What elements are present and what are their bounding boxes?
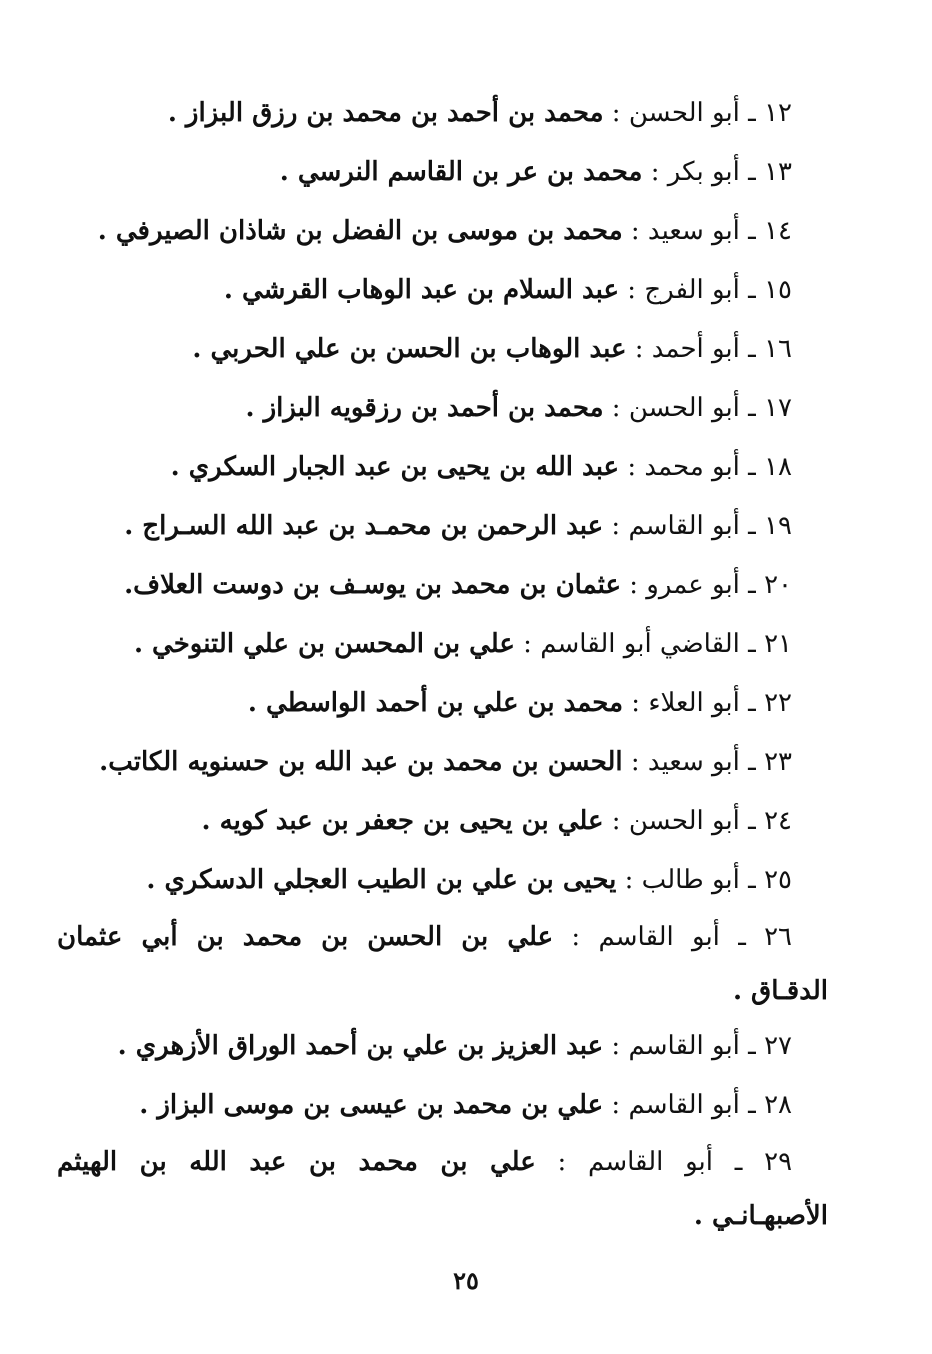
separator: ـ [748,1031,756,1061]
colon: : [627,452,637,482]
entry-kunya: أبو الفرج [644,275,740,305]
entry-number: ٢٩ [764,1147,793,1177]
entry-number: ٢٣ [764,747,792,777]
list-item [92,851,792,910]
entry-number: ٢٧ [764,1031,792,1061]
entry-kunya: أبو الحسن [628,98,740,128]
separator: ـ [748,688,756,718]
entry-number: ١٥ [764,275,792,305]
entry-kunya: أبو عمرو [646,570,740,600]
separator: ـ [748,216,756,246]
separator: ـ [748,157,756,187]
entry-name: محمد بن موسى بن الفضل بن شاذان الصيرفي . [97,216,623,246]
separator: ـ [748,1090,756,1120]
entry-name: علي بن يحيى بن جعفر بن عبد كويه . [201,806,604,836]
entry-kunya: أبو أحمد [651,334,740,364]
separator: ـ [748,629,756,659]
colon: : [557,1147,567,1177]
entry-number: ١٩ [764,511,792,541]
list-item [92,497,792,556]
entry-name: يحيى بن علي بن الطيب العجلي الدسكري . [146,865,617,895]
separator: ـ [748,393,756,423]
entry-number: ١٤ [764,216,792,246]
entry-kunya: أبو محمد [644,452,740,482]
separator: ـ [734,1147,743,1177]
entry-kunya: أبو بكر [667,157,740,187]
entry-kunya: القاضي أبو القاسم [540,629,740,659]
list-item [92,438,792,497]
entry-kunya: أبو الحسن [628,806,740,836]
list-item [92,143,792,202]
list-item [92,1076,792,1135]
separator: ـ [748,275,756,305]
entry-number: ٢٥ [764,865,792,895]
entry-name: الحسن بن محمد بن عبد الله بن حسنويه الكاتب. [99,747,623,777]
colon: : [650,157,660,187]
entry-kunya: أبو القاسم [588,1147,713,1177]
list-item [92,379,792,438]
entry-name: عبد الوهاب بن الحسن بن علي الحربي . [192,334,627,364]
entry-name: محمد بن أحمد بن محمد بن رزق البزاز . [167,98,604,128]
entry-kunya: أبو القاسم [628,511,740,541]
separator: ـ [748,865,756,895]
list-item [92,261,792,320]
entry-number: ١٦ [764,334,792,364]
list-item [92,615,792,674]
entry-kunya: أبو سعيد [647,747,740,777]
entry-name: عثمان بن محمد بن يوسـف بن دوست العلاف. [124,570,621,600]
entry-name: عبد العزيز بن علي بن أحمد الوراق الأزهري . [117,1031,604,1061]
colon: : [611,511,621,541]
entry-number: ٢٠ [764,570,792,600]
entry-name: محمد بن عر بن القاسم النرسي . [279,157,643,187]
list-item [92,556,792,615]
colon: : [611,1031,621,1061]
page-number: ٢٥ [453,1266,479,1295]
colon: : [611,393,621,423]
entry-number: ٢٤ [764,806,792,836]
list-item [92,792,792,851]
entry-first-line [57,910,792,965]
entry-number: ١٨ [764,452,792,482]
entry-number: ١٧ [764,393,792,423]
entry-kunya: أبو القاسم [598,922,720,952]
narrators-list [57,84,828,1242]
colon: : [631,688,641,718]
separator: ـ [748,98,756,128]
entry-name: علي بن المحسن بن علي التنوخي . [133,629,515,659]
entry-name: محمد بن أحمد بن رزقويه البزاز . [245,393,604,423]
list-item [57,1135,828,1242]
list-item [92,1017,792,1076]
list-item [57,910,828,1017]
entry-number: ١٣ [764,157,792,187]
separator: ـ [738,922,746,952]
list-item [92,674,792,733]
list-item [92,202,792,261]
entry-name: علي بن الحسن بن محمد بن أبي عثمان [57,922,554,952]
colon: : [627,275,637,305]
colon: : [629,570,639,600]
entry-kunya: أبو سعيد [647,216,740,246]
entry-name: عبد الله بن يحيى بن عبد الجبار السكري . [170,452,620,482]
separator: ـ [748,452,756,482]
entry-continuation: الدقـاق . [732,976,828,1006]
entry-name: علي بن محمد بن عبد الله بن الهيثم [57,1147,536,1177]
entry-name: عبد الرحمن بن محمـد بن عبد الله السـراج . [124,511,604,541]
entry-name: محمد بن علي بن أحمد الواسطي . [247,688,624,718]
entry-kunya: أبو طالب [641,865,740,895]
entry-number: ٢٨ [764,1090,792,1120]
list-item [92,84,792,143]
colon: : [611,1090,621,1120]
colon: : [611,806,621,836]
entry-kunya: أبو القاسم [628,1090,740,1120]
separator: ـ [748,747,756,777]
colon: : [630,216,640,246]
entry-kunya: أبو القاسم [628,1031,740,1061]
colon: : [634,334,644,364]
entry-number: ٢٦ [764,922,793,952]
separator: ـ [748,511,756,541]
entry-name: علي بن محمد بن عيسى بن موسى البزاز . [139,1090,604,1120]
entry-continuation: الأصبهـانـي . [693,1201,828,1231]
entry-kunya: أبو العلاء [648,688,740,718]
entry-number: ٢١ [764,629,792,659]
separator: ـ [748,334,756,364]
colon: : [630,747,640,777]
list-item [92,733,792,792]
colon: : [611,98,621,128]
entry-first-line [57,1135,792,1190]
separator: ـ [748,806,756,836]
entry-number: ٢٢ [764,688,792,718]
colon: : [523,629,532,659]
colon: : [571,922,581,952]
entry-kunya: أبو الحسن [628,393,740,423]
colon: : [624,865,634,895]
list-item [92,320,792,379]
separator: ـ [748,570,756,600]
entry-number: ١٢ [764,98,792,128]
entry-name: عبد السلام بن عبد الوهاب القرشي . [223,275,620,305]
